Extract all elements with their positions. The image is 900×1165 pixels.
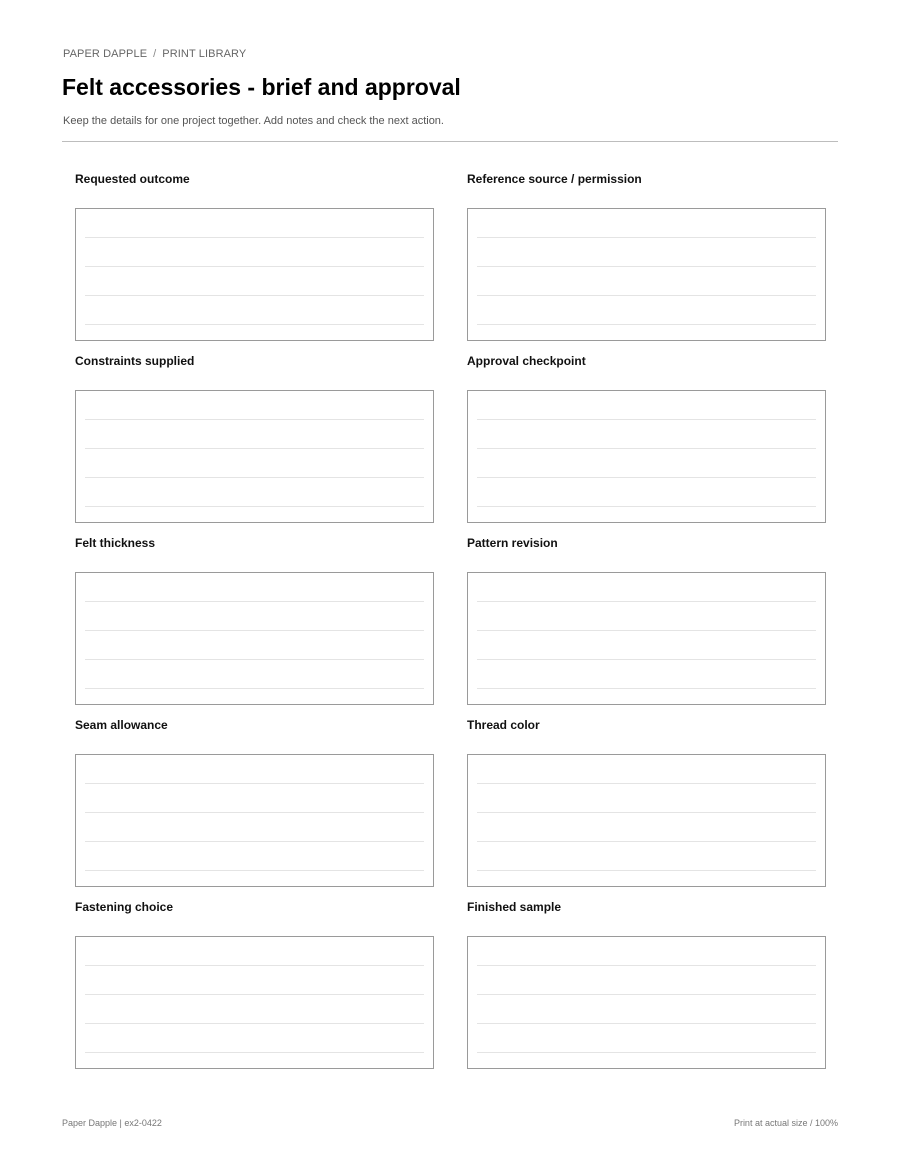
notes-box[interactable] [467, 572, 826, 705]
writing-line [477, 870, 816, 871]
notes-box[interactable] [75, 754, 434, 887]
field-label: Constraints supplied [75, 354, 195, 368]
writing-line [85, 994, 424, 995]
field-label: Approval checkpoint [467, 354, 586, 368]
writing-line [477, 237, 816, 238]
field-fastening-choice [75, 898, 434, 1080]
writing-line [477, 812, 816, 813]
writing-line [85, 506, 424, 507]
page-subtitle: Keep the details for one project together. Add notes and check the next action. [63, 115, 444, 127]
writing-line [477, 477, 816, 478]
writing-line [477, 601, 816, 602]
writing-line [85, 688, 424, 689]
writing-line [85, 448, 424, 449]
field-pattern-revision [467, 534, 826, 716]
page-title: Felt accessories - brief and approval [62, 74, 461, 100]
writing-line [85, 870, 424, 871]
breadcrumb-section: PRINT LIBRARY [162, 48, 247, 60]
notes-box[interactable] [75, 208, 434, 341]
breadcrumb-separator: / [153, 48, 157, 60]
writing-line [85, 630, 424, 631]
notes-box[interactable] [467, 936, 826, 1069]
writing-line [477, 1052, 816, 1053]
field-approval-checkpoint [467, 352, 826, 534]
writing-line [477, 688, 816, 689]
form-grid [75, 170, 826, 1080]
writing-line [477, 994, 816, 995]
writing-line [85, 324, 424, 325]
writing-line [85, 237, 424, 238]
field-label: Reference source / permission [467, 172, 642, 186]
field-reference-source [467, 170, 826, 352]
writing-line [477, 419, 816, 420]
footer-print-note: Print at actual size / 100% [733, 1118, 838, 1128]
writing-line [477, 783, 816, 784]
writing-line [477, 295, 816, 296]
writing-line [477, 1023, 816, 1024]
field-label: Thread color [467, 718, 540, 732]
writing-line [477, 506, 816, 507]
writing-line [85, 419, 424, 420]
writing-line [85, 659, 424, 660]
writing-line [85, 601, 424, 602]
writing-line [477, 965, 816, 966]
notes-box[interactable] [75, 572, 434, 705]
field-requested-outcome [75, 170, 434, 352]
notes-box[interactable] [75, 390, 434, 523]
notes-box[interactable] [75, 936, 434, 1069]
writing-line [85, 1052, 424, 1053]
field-label: Felt thickness [75, 536, 156, 550]
writing-line [85, 1023, 424, 1024]
writing-line [477, 841, 816, 842]
notes-box[interactable] [467, 390, 826, 523]
field-label: Seam allowance [75, 718, 168, 732]
notes-box[interactable] [467, 754, 826, 887]
writing-line [85, 841, 424, 842]
writing-line [477, 266, 816, 267]
field-thread-color [467, 716, 826, 898]
field-constraints-supplied [75, 352, 434, 534]
field-finished-sample [467, 898, 826, 1080]
writing-line [477, 324, 816, 325]
field-seam-allowance [75, 716, 434, 898]
notes-box[interactable] [467, 208, 826, 341]
breadcrumb-brand: PAPER DAPPLE [63, 48, 148, 60]
writing-line [477, 448, 816, 449]
header-divider [62, 141, 838, 142]
writing-line [85, 812, 424, 813]
field-label: Pattern revision [467, 536, 558, 550]
writing-line [85, 783, 424, 784]
field-label: Fastening choice [75, 900, 174, 914]
field-felt-thickness [75, 534, 434, 716]
writing-line [85, 295, 424, 296]
field-label: Finished sample [467, 900, 562, 914]
writing-line [477, 659, 816, 660]
writing-line [85, 266, 424, 267]
writing-line [477, 630, 816, 631]
writing-line [85, 965, 424, 966]
breadcrumb [63, 48, 246, 60]
footer-document-id: Paper Dapple | ex2-0422 [62, 1118, 162, 1128]
writing-line [85, 477, 424, 478]
field-label: Requested outcome [75, 172, 190, 186]
